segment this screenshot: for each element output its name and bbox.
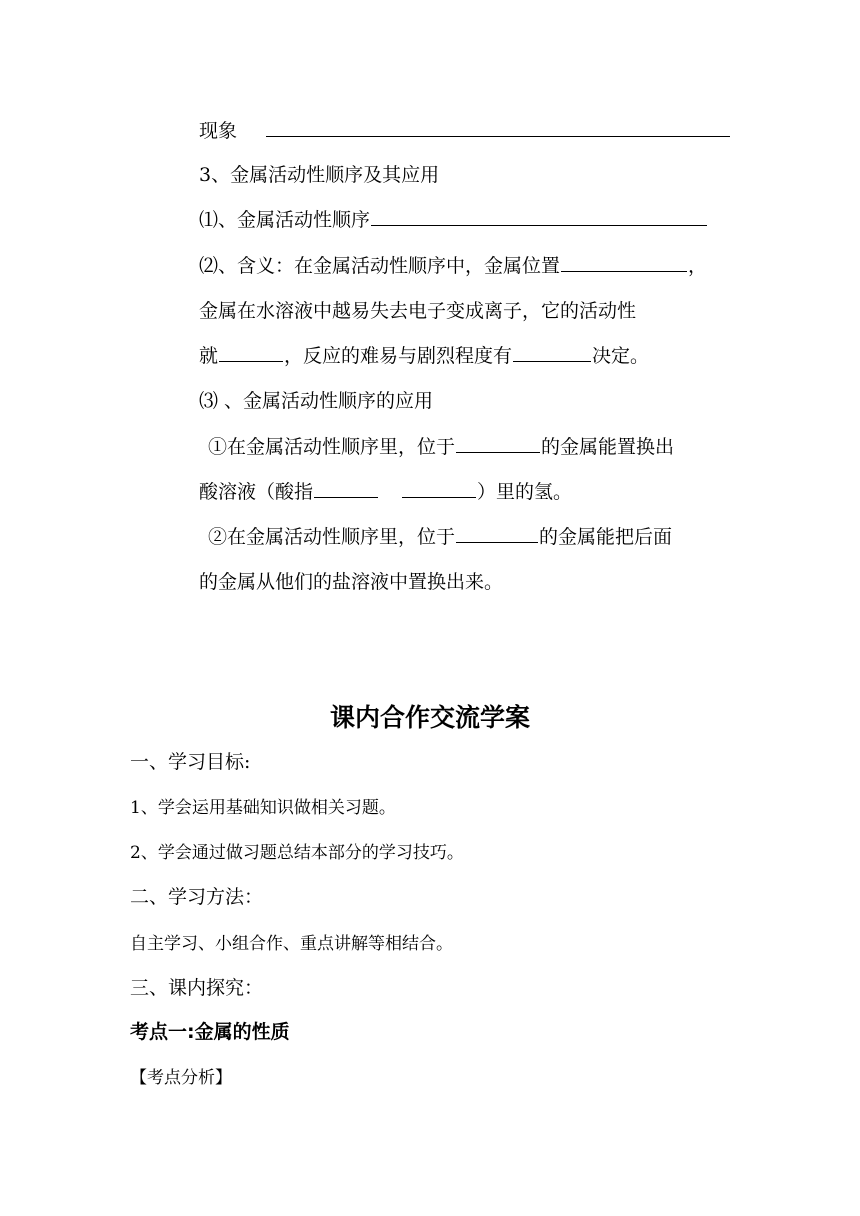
reaction-text: ，反应的难易与剧烈程度有 — [284, 345, 513, 367]
point-1 — [130, 1017, 290, 1044]
text-jiu: 就 — [199, 345, 219, 367]
goal-1 — [130, 793, 396, 818]
hydrogen-text: ）里的氢。 — [477, 481, 573, 503]
phenomenon-label: 现象 — [199, 120, 238, 142]
line-meaning — [199, 251, 707, 278]
app2-continued: 的金属能把后面 — [539, 526, 673, 548]
acid-text: 酸溶液（酸指 — [199, 481, 314, 503]
line-app-2b — [199, 567, 503, 594]
method-content: 自主学习、小组合作、重点讲解等相结合。 — [130, 934, 453, 954]
goal-1-text: 1、学会运用基础知识做相关习题。 — [130, 798, 396, 818]
goal-2 — [130, 838, 464, 863]
app1-continued: 的金属能置换出 — [541, 436, 675, 458]
section-title — [0, 698, 860, 734]
line-phenomenon — [199, 116, 731, 143]
decide-text: 决定。 — [592, 345, 650, 367]
analysis-text: 【考点分析】 — [130, 1068, 232, 1088]
line-app-1 — [208, 432, 674, 459]
position-blank[interactable] — [561, 251, 687, 272]
page-title: 课内合作交流学案 — [329, 703, 530, 732]
activity-order-label: ⑴、金属活动性顺序 — [199, 209, 371, 231]
meaning-text: ⑵、含义：在金属活动性顺序中，金属位置 — [199, 255, 561, 277]
app1-text: ①在金属活动性顺序里，位于 — [208, 436, 456, 458]
activity-blank[interactable] — [219, 341, 283, 362]
analysis-label — [130, 1063, 232, 1088]
hydrogen-before-blank[interactable] — [456, 432, 540, 453]
heading-inquiry — [130, 973, 263, 1000]
app2-text: ②在金属活动性顺序里，位于 — [208, 526, 456, 548]
meaning-continued: 金属在水溶液中越易失去电子变成离子，它的活动性 — [199, 300, 637, 322]
line-app-2 — [208, 522, 672, 549]
point-1-title: 考点一:金属的性质 — [130, 1021, 290, 1043]
goals-heading: 一、学习目标: — [130, 751, 251, 773]
application-heading: ⑶ 、金属活动性顺序的应用 — [199, 390, 434, 412]
line-meaning-3 — [199, 341, 649, 368]
line-heading-3 — [199, 160, 439, 187]
line-app-1b — [199, 477, 572, 504]
method-text — [130, 929, 453, 954]
heading-method — [130, 882, 263, 909]
heading-goals — [130, 747, 250, 774]
acid-blank-1[interactable] — [314, 477, 378, 498]
front-blank[interactable] — [456, 522, 538, 543]
phenomenon-blank[interactable] — [266, 116, 730, 137]
heading-metal-activity: 3、金属活动性顺序及其应用 — [199, 164, 440, 186]
method-heading: 二、学习方法： — [130, 886, 264, 908]
activity-order-blank[interactable] — [371, 205, 707, 226]
inquiry-heading: 三、课内探究： — [130, 977, 264, 999]
acid-blank-2[interactable] — [402, 477, 476, 498]
determine-blank[interactable] — [513, 341, 591, 362]
salt-solution-text: 的金属从他们的盐溶液中置换出来。 — [199, 571, 504, 593]
comma: ， — [688, 255, 708, 277]
line-activity-order — [199, 205, 708, 232]
line-application — [199, 386, 433, 413]
goal-2-text: 2、学会通过做习题总结本部分的学习技巧。 — [130, 843, 464, 863]
line-meaning-2 — [199, 296, 636, 323]
